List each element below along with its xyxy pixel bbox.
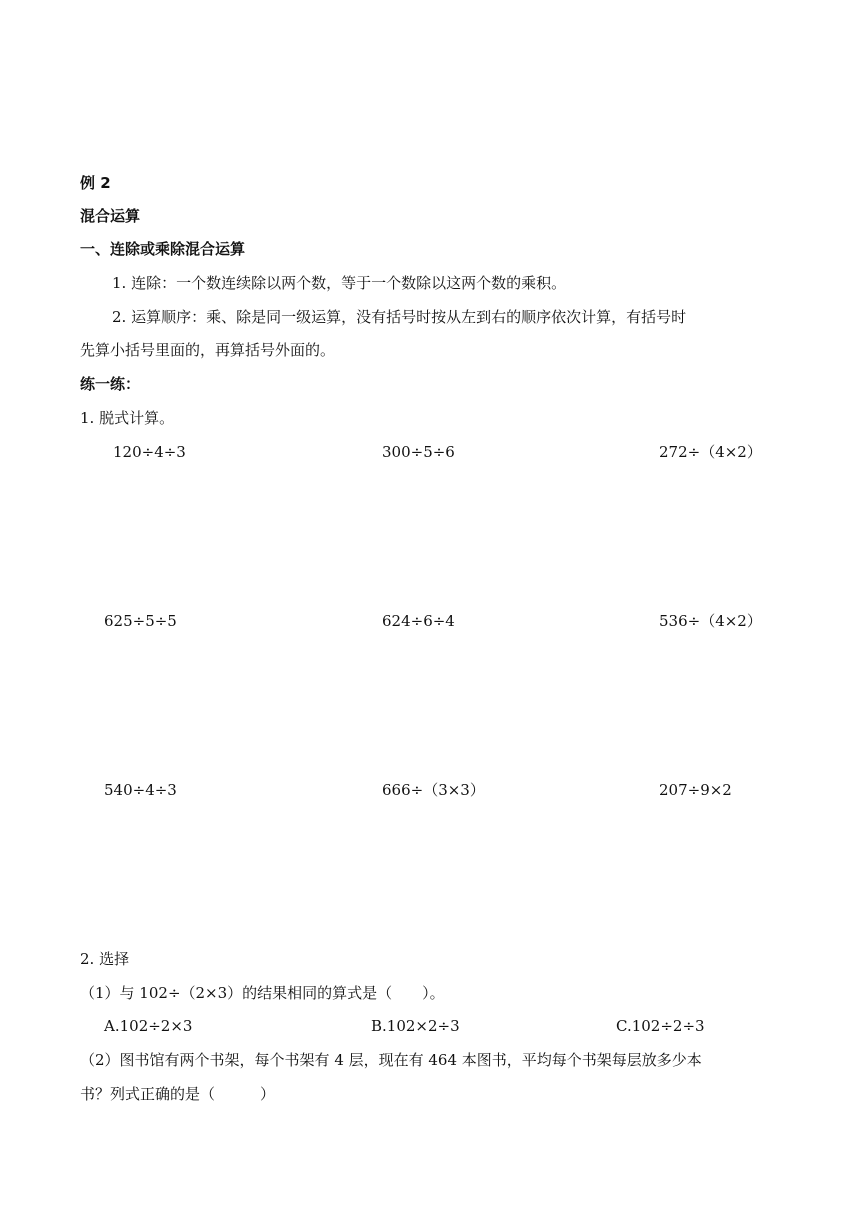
question-2-1: （1）与 102÷（2×3）的结果相同的算式是（ ）。: [80, 984, 445, 1002]
expression: 666÷（3×3）: [382, 781, 485, 799]
question-1-title: 1. 脱式计算。: [80, 409, 175, 427]
question-2-2-line-1: （2）图书馆有两个书架，每个书架有 4 层，现在有 464 本图书，平均每个书架每层放多少本: [80, 1051, 702, 1069]
practice-title: 练一练：: [80, 375, 141, 393]
option-c: C.102÷2÷3: [616, 1017, 705, 1035]
expression: 536÷（4×2）: [659, 612, 762, 630]
rule-1: 1. 连除：一个数连续除以两个数，等于一个数除以这两个数的乘积。: [112, 274, 567, 292]
example-heading: 例 2: [80, 174, 111, 192]
question-2-2-line-2: 书？列式正确的是（ ）: [80, 1085, 276, 1103]
rule-2-line-2: 先算小括号里面的，再算括号外面的。: [80, 341, 336, 359]
expression: 624÷6÷4: [382, 612, 455, 630]
expression: 625÷5÷5: [104, 612, 177, 630]
expression: 300÷5÷6: [382, 443, 455, 461]
rule-2-line-1: 2. 运算顺序：乘、除是同一级运算，没有括号时按从左到右的顺序依次计算，有括号时: [112, 308, 687, 326]
option-a: A.102÷2×3: [104, 1017, 193, 1035]
section-heading: 一、连除或乘除混合运算: [80, 240, 246, 258]
option-b: B.102×2÷3: [371, 1017, 460, 1035]
expression: 207÷9×2: [659, 781, 732, 799]
topic-heading: 混合运算: [80, 207, 141, 225]
question-2-title: 2. 选择: [80, 950, 130, 968]
expression: 272÷（4×2）: [659, 443, 762, 461]
expression: 540÷4÷3: [104, 781, 177, 799]
expression: 120÷4÷3: [113, 443, 186, 461]
